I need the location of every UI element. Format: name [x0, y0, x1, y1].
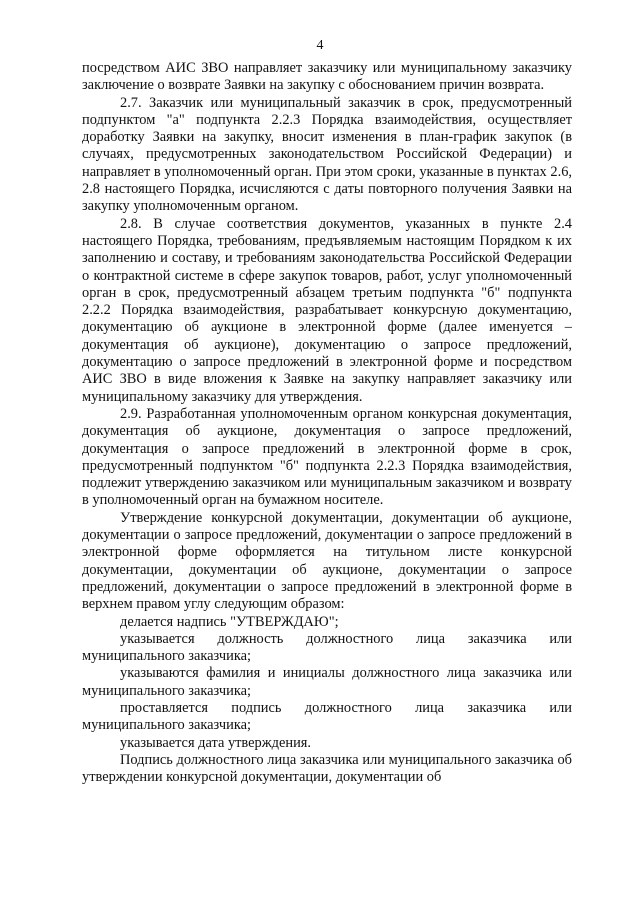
paragraph-signature-note: Подпись должностного лица заказчика или муниципального заказчика об утверждении конкурсной документации, документации об: [82, 751, 572, 786]
page-number: 4: [316, 38, 324, 53]
list-item-signature: проставляется подпись должностного лица заказчика или муниципального заказчика;: [82, 699, 572, 734]
paragraph-2-8: 2.8. В случае соответствия документов, указанных в пункте 2.4 настоящего Порядка, требованиям, предъявляемым настоящим Порядком к их заполнению и составу, и требованиям законодательства Российской Федерации о контрактной системе в сфере закупок товаров, работ, услуг уполномоченный орган в срок, предусмотренный абзацем третьим подпункта "б" подпункта 2.2.2 Порядка взаимодействия, разрабатывает конкурсную документацию, документацию об аукционе в электронной форме (далее именуется – документация об аукционе), документацию о запросе предложений, документацию о запросе предложений в электронной форме и посредством АИС ЗВО в виде вложения к Заявке на закупку направляет заказчику или муниципальному заказчику для утверждения.: [82, 215, 572, 405]
list-item-name-initials: указываются фамилия и инициалы должностного лица заказчика или муниципального заказчика;: [82, 665, 572, 699]
paragraph-approval-procedure: Утверждение конкурсной документации, документации об аукционе, документации о запросе предложений, документации о запросе предложений в электронной форме оформляется на титульном листе конкурсной документации, документации об аукционе, документации о запросе предложений, документации о запросе предложений в электронной форме в верхнем правом углу следующим образом:: [82, 509, 572, 613]
list-item-approval-date: указывается дата утверждения.: [120, 734, 311, 751]
list-item-position: указывается должность должностного лица заказчика или муниципального заказчика;: [82, 630, 572, 665]
document-body: [82, 60, 572, 786]
paragraph-return-conclusion: посредством АИС ЗВО направляет заказчику или муниципальному заказчику заключение о возврате Заявки на закупку с обоснованием причин возврата.: [82, 60, 572, 94]
paragraph-2-9: 2.9. Разработанная уполномоченным органом конкурсная документация, документация об аукционе, документация о запросе предложений, документация о запросе предложений в электронной форме в срок, предусмотренный подпунктом "б" подпункта 2.2.3 Порядка взаимодействия, подлежит утверждению заказчиком или муниципальным заказчиком и возврату в уполномоченный орган на бумажном носителе.: [82, 405, 572, 509]
list-item-approval-inscription: делается надпись "УТВЕРЖДАЮ";: [120, 613, 339, 630]
paragraph-2-7: 2.7. Заказчик или муниципальный заказчик в срок, предусмотренный подпунктом "а" подпункта 2.2.3 Порядка взаимодействия, осуществляет доработку Заявки на закупку, вносит изменения в план-график закупок (в случаях, предусмотренных законодательством Российской Федерации) и направляет в уполномоченный орган. При этом сроки, указанные в пунктах 2.6, 2.8 настоящего Порядка, исчисляются с даты повторного получения Заявки на закупку уполномоченным органом.: [82, 94, 572, 215]
